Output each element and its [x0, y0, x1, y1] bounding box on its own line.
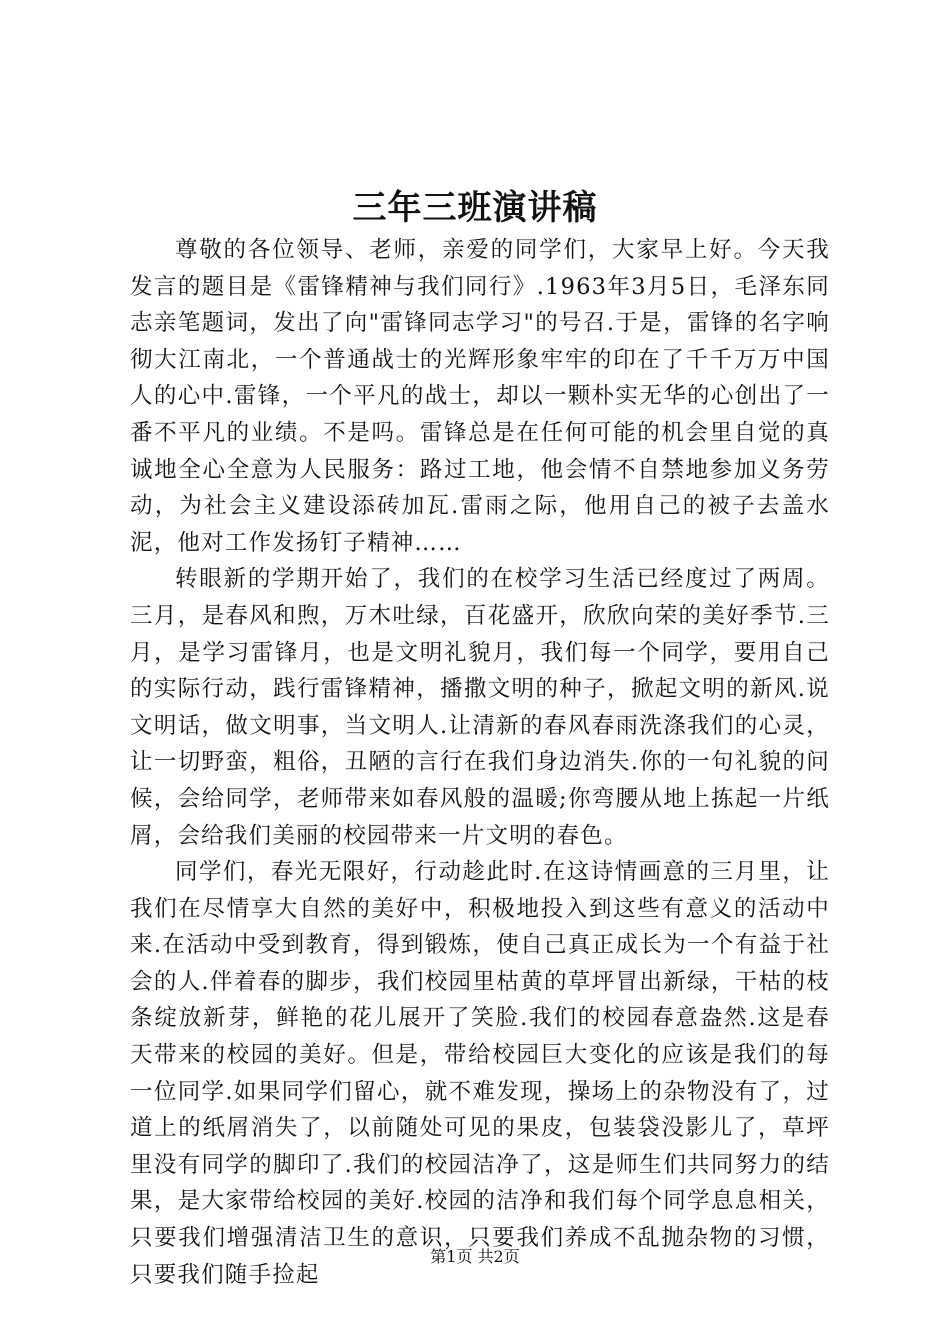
document-title: 三年三班演讲稿: [352, 188, 598, 228]
paragraph: 转眼新的学期开始了，我们的在校学习生活已经度过了两周。三月，是春风和煦，万木吐绿，百花盛开，欣欣向荣的美好季节.三月，是学习雷锋月，也是文明礼貌月，我们每一个同学，要用自己的实际行动，践行雷锋精神，播撒文明的种子，掀起文明的新风.说文明话，做文明事，当文明人.让清新的春风春雨洗涤我们的心灵，让一切野蛮，粗俗，丑陋的言行在我们身边消失.你的一句礼貌的问候，会给同学，老师带来如春风般的温暖;你弯腰从地上拣起一片纸屑，会给我们美丽的校园带来一片文明的春色。: [130, 566, 830, 849]
page-number: 第1页 共2页: [430, 1247, 520, 1266]
document-body: [130, 232, 830, 1293]
paragraph: 同学们，春光无限好，行动趁此时.在这诗情画意的三月里，让我们在尽情享大自然的美好中，积极地投入到这些有意义的活动中来.在活动中受到教育，得到锻炼，使自己真正成长为一个有益于社会的人.伴着春的脚步，我们校园里枯黄的草坪冒出新绿，干枯的枝条绽放新芽，鲜艳的花儿展开了笑脸.我们的校园春意盎然.这是春天带来的校园的美好。但是，带给校园巨大变化的应该是我们的每一位同学.如果同学们留心，就不难发现，操场上的杂物没有了，过道上的纸屑消失了，以前随处可见的果皮，包装袋没影儿了，草坪里没有同学的脚印了.我们的校园洁净了，这是师生们共同努力的结果，是大家带给校园的美好.校园的洁净和我们每个同学息息相关，只要我们增强清洁卫生的意识，只要我们养成不乱抛杂物的习惯，只要我们随手捡起: [130, 859, 830, 1288]
paragraph: 尊敬的各位领导、老师，亲爱的同学们，大家早上好。今天我发言的题目是《雷锋精神与我们同行》.1963年3月5日，毛泽东同志亲笔题词，发出了向"雷锋同志学习"的号召.于是，雷锋的名字响彻大江南北，一个普通战士的光辉形象牢牢的印在了千千万万中国人的心中.雷锋，一个平凡的战士，却以一颗朴实无华的心创出了一番不平凡的业绩。不是吗。雷锋总是在任何可能的机会里自觉的真诚地全心全意为人民服务：路过工地，他会情不自禁地参加义务劳动，为社会主义建设添砖加瓦.雷雨之际，他用自己的被子去盖水泥，他对工作发扬钉子精神……: [130, 237, 830, 556]
